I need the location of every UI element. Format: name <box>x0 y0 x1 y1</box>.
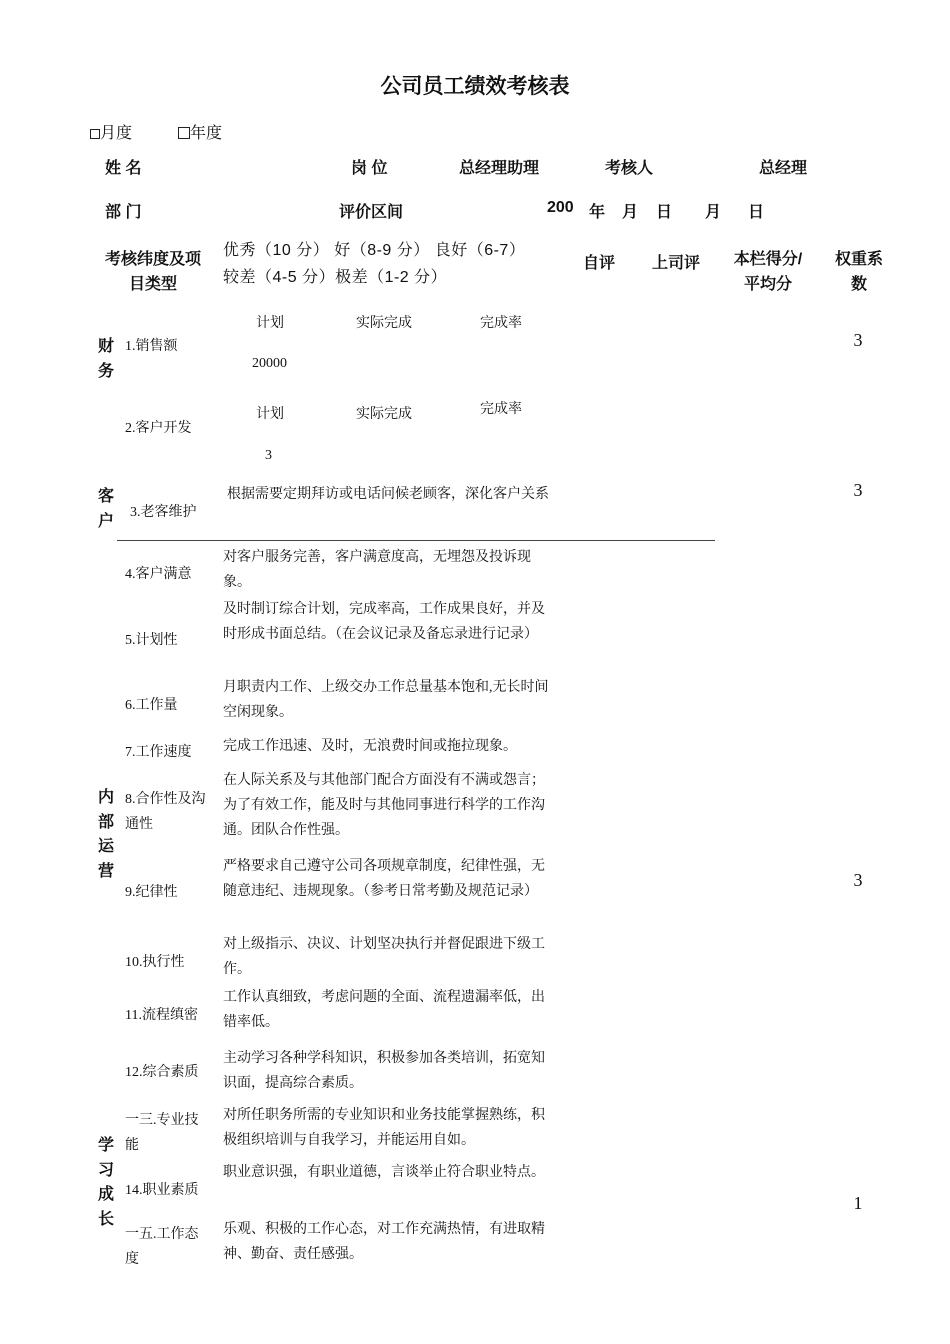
actual-header: 实际完成 <box>356 407 412 422</box>
eval-month-end: 月 <box>705 204 722 221</box>
item-label: 工作速度 <box>135 745 192 760</box>
dept-label: 部 门 <box>105 204 142 221</box>
item-number: 4. <box>125 567 136 582</box>
item-number: 11. <box>125 1008 142 1023</box>
item-label: 老客维护 <box>140 505 197 520</box>
item-label: 专业技能 <box>125 1113 199 1153</box>
checkbox-icon[interactable] <box>90 129 100 139</box>
item-discipline <box>125 880 213 905</box>
superior-eval-header: 上司评 <box>652 255 701 272</box>
category-internal: 内部运营 <box>97 789 114 880</box>
eval-year: 200 <box>547 199 574 216</box>
item-planning <box>125 628 213 653</box>
weight-header: 权重系数 <box>834 251 883 293</box>
item-label: 工作量 <box>135 698 178 713</box>
eval-day-end: 日 <box>748 204 765 221</box>
desc-workload: 月职责内工作、上级交办工作总量基本饱和,无长时间空闲现象。 <box>223 680 549 720</box>
item-label: 计划性 <box>135 633 178 648</box>
checkbox-icon[interactable] <box>178 127 190 139</box>
reviewer-label: 考核人 <box>605 160 654 177</box>
rate-header: 完成率 <box>480 316 522 331</box>
item-overall-quality <box>125 1060 213 1085</box>
item-label: 职业素质 <box>142 1183 199 1198</box>
desc-professionalism: 职业意识强，有职业道德，言谈举止符合职业特点。 <box>223 1165 545 1180</box>
item-number: 12. <box>125 1065 143 1080</box>
desc-cooperation: 在人际关系及与其他部门配合方面没有不满或怨言；为了有效工作，能及时与其他同事进行科学的工作沟通。团队合作性强。 <box>223 773 545 838</box>
item-label: 工作态度 <box>125 1227 199 1267</box>
score-header: 本栏得分/平均分 <box>733 251 803 293</box>
item-label: 销售额 <box>135 339 178 354</box>
item-number: 3. <box>130 505 141 520</box>
desc-work-attitude: 乐观、积极的工作心态，对工作充满热情，有进取精神、勤奋、责任感强。 <box>223 1222 545 1262</box>
plan-header: 计划 <box>256 407 284 422</box>
desc-work-speed: 完成工作迅速、及时，无浪费时间或拖拉现象。 <box>223 739 517 754</box>
reviewer-value: 总经理 <box>759 160 808 177</box>
item-number: 7. <box>125 745 136 760</box>
plan-value-customers: 3 <box>265 448 272 463</box>
item-execution <box>125 950 213 975</box>
eval-day-start: 日 <box>656 204 673 221</box>
score-scale-line1: 优秀（10 分） 好（8-9 分） 良好（6-7） <box>223 242 526 259</box>
item-professionalism <box>125 1178 213 1203</box>
desc-overall-quality: 主动学习各种学科知识，积极参加各类培训，拓宽知识面，提高综合素质。 <box>223 1051 545 1091</box>
item-label: 客户开发 <box>135 421 192 436</box>
weight-finance: 3 <box>853 330 863 350</box>
desc-professional-skills: 对所任职务所需的专业知识和业务技能掌握熟练，积极组织培训与自我学习，并能运用自如。 <box>223 1108 545 1148</box>
category-customer: 客户 <box>97 488 114 530</box>
plan-value-sales: 20000 <box>252 356 287 371</box>
item-number: 14. <box>125 1183 143 1198</box>
period-annual-label: 年度 <box>190 125 223 142</box>
item-number: 2. <box>125 421 136 436</box>
desc-customer-satisfaction: 对客户服务完善，客户满意度高，无埋怨及投诉现象。 <box>223 550 531 590</box>
item-sales <box>125 334 213 359</box>
item-number: 5. <box>125 633 136 648</box>
weight-customer: 3 <box>853 480 863 500</box>
item-workload <box>125 693 213 718</box>
item-customer-development <box>125 416 213 441</box>
item-process-rigor <box>125 1003 213 1028</box>
name-label: 姓 名 <box>105 160 142 177</box>
item-customer-satisfaction <box>125 562 213 587</box>
desc-customer-retention: 根据需要定期拜访或电话问候老顾客，深化客户关系 <box>227 487 549 502</box>
weight-internal: 3 <box>853 870 863 890</box>
category-finance: 财务 <box>97 338 114 380</box>
score-scale-line2: 较差（4-5 分）极差（1-2 分） <box>223 269 448 286</box>
item-work-attitude <box>125 1222 211 1272</box>
item-number: 1. <box>125 339 136 354</box>
item-cooperation <box>125 787 209 837</box>
rate-header: 完成率 <box>480 402 522 417</box>
item-label: 合作性及沟通性 <box>125 792 206 832</box>
weight-learning: 1 <box>853 1193 863 1213</box>
item-label: 综合素质 <box>142 1065 199 1080</box>
eval-month-start: 月 <box>622 204 639 221</box>
period-monthly-label: 月度 <box>100 125 133 142</box>
item-label: 客户满意 <box>135 567 192 582</box>
plan-header: 计划 <box>256 316 284 331</box>
item-number: 10. <box>125 955 143 970</box>
item-work-speed <box>125 740 213 765</box>
category-learning: 学习成长 <box>97 1137 114 1228</box>
dimension-header: 考核纬度及项目类型 <box>104 251 201 293</box>
eval-range-label: 评价区间 <box>339 204 404 221</box>
desc-discipline: 严格要求自己遵守公司各项规章制度，纪律性强，无随意违纪、违规现象。（参考日常考勤及规范记录） <box>223 859 545 899</box>
item-professional-skills <box>125 1108 211 1158</box>
period-monthly-option[interactable] <box>90 120 132 143</box>
period-annual-option[interactable] <box>178 120 222 143</box>
item-label: 纪律性 <box>135 885 178 900</box>
position-label: 岗 位 <box>351 160 388 177</box>
item-number: 8. <box>125 792 136 807</box>
desc-execution: 对上级指示、决议、计划坚决执行并督促跟进下级工作。 <box>223 937 545 977</box>
item-label: 流程缜密 <box>141 1008 198 1023</box>
item-label: 执行性 <box>142 955 185 970</box>
item-number: 9. <box>125 885 136 900</box>
item-number: 6. <box>125 698 136 713</box>
page-title: 公司员工绩效考核表 <box>380 75 570 98</box>
desc-planning: 及时制订综合计划，完成率高，工作成果良好，并及时形成书面总结。（在会议记录及备忘录进行记录） <box>223 602 545 642</box>
desc-process-rigor: 工作认真细致，考虑问题的全面、流程遗漏率低，出错率低。 <box>223 990 545 1030</box>
eval-year-unit: 年 <box>589 204 606 221</box>
item-number: 一五. <box>125 1227 157 1242</box>
self-eval-header: 自评 <box>583 255 616 272</box>
position-value: 总经理助理 <box>459 160 540 177</box>
actual-header: 实际完成 <box>356 316 412 331</box>
item-customer-retention <box>130 500 218 525</box>
item-number: 一三. <box>125 1113 157 1128</box>
section-divider <box>117 540 715 541</box>
